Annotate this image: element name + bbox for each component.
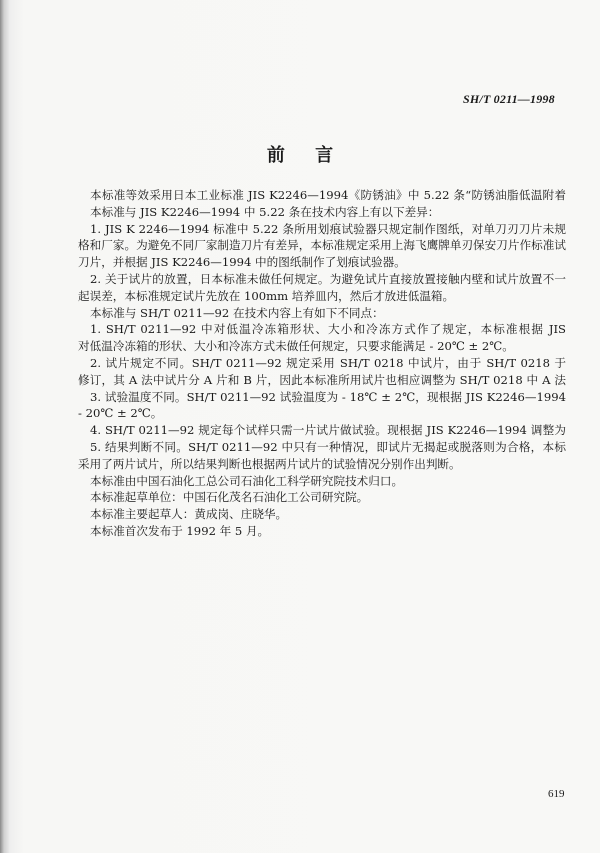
text-line: - 20℃ ± 2℃。 [78,406,163,421]
standard-code-header: SH/T 0211—1998 [463,92,555,106]
text-line: 修订，其 A 法中试片分 A 片和 B 片，因此本标准所用试片也相应调整为 SH/T 0218 中 A 法 [78,372,566,387]
text-line: 1. JIS K 2246—1994 标准中 5.22 条所用划痕试验器只规定制作图纸，对单刀刃刀片未规 [90,221,566,236]
text-line: 刀片，并根据 JIS K2246—1994 中的图纸制作了划痕试验器。 [78,255,406,270]
text-line: 对低温冷冻箱的形状、大小和冷冻方式未做任何规定，只要求能满足 - 20℃ ± 2℃。 [78,339,514,354]
page-number: 619 [548,788,565,800]
text-line: 4. SH/T 0211—92 规定每个试样只需一片试片做试验。现根据 JIS K2246—1994 调整为 [90,423,566,438]
text-line: 本标准主要起草人：黄成岗、庄晓华。 [90,507,288,522]
text-line: 本标准首次发布于 1992 年 5 月。 [90,523,270,538]
foreword-body [78,187,566,540]
text-line: 5. 结果判断不同。SH/T 0211—92 中只有一种情况，即试片无揭起或脱落则为合格，本标 [90,439,566,454]
text-line: 本标准等效采用日本工业标准 JIS K2246—1994《防锈油》中 5.22 条“防锈油脂低温附着 [90,188,566,202]
text-line: 本标准由中国石油化工总公司石油化工科学研究院技术归口。 [90,473,404,488]
text-line: 采用了两片试片，所以结果判断也根据两片试片的试验情况分别作出判断。 [78,456,461,471]
text-line: 1. SH/T 0211—92 中对低温冷冻箱形状、大小和冷冻方式作了规定，本标准根据 JIS [90,322,566,337]
text-line: 3. 试验温度不同。SH/T 0211—92 试验温度为 - 18℃ ± 2℃，现根据 JIS K2246—1994 [90,389,566,404]
text-line: 本标准起草单位：中国石化茂名石油化工公司研究院。 [90,490,369,505]
text-line: 起误差，本标准规定试片先放在 100mm 培养皿内，然后才放进低温箱。 [78,288,455,303]
page-title: 前 言 [266,145,346,166]
text-line: 本标准与 SH/T 0211—92 在技术内容上有如下不同点： [90,305,384,320]
text-line: 2. 试片规定不同。SH/T 0211—92 规定采用 SH/T 0218 中试片，由于 SH/T 0218 于 [90,355,566,370]
text-line: 2. 关于试片的放置，日本标准未做任何规定。为避免试片直接放置接触内壁和试片放置不一 [90,271,566,286]
text-line: 格和厂家。为避免不同厂家制造刀片有差异，本标准规定采用上海飞鹰牌单刃保安刀片作标准试 [78,238,566,253]
text-line: 本标准与 JIS K2246—1994 中 5.22 条在技术内容上有以下差异： [90,204,440,219]
